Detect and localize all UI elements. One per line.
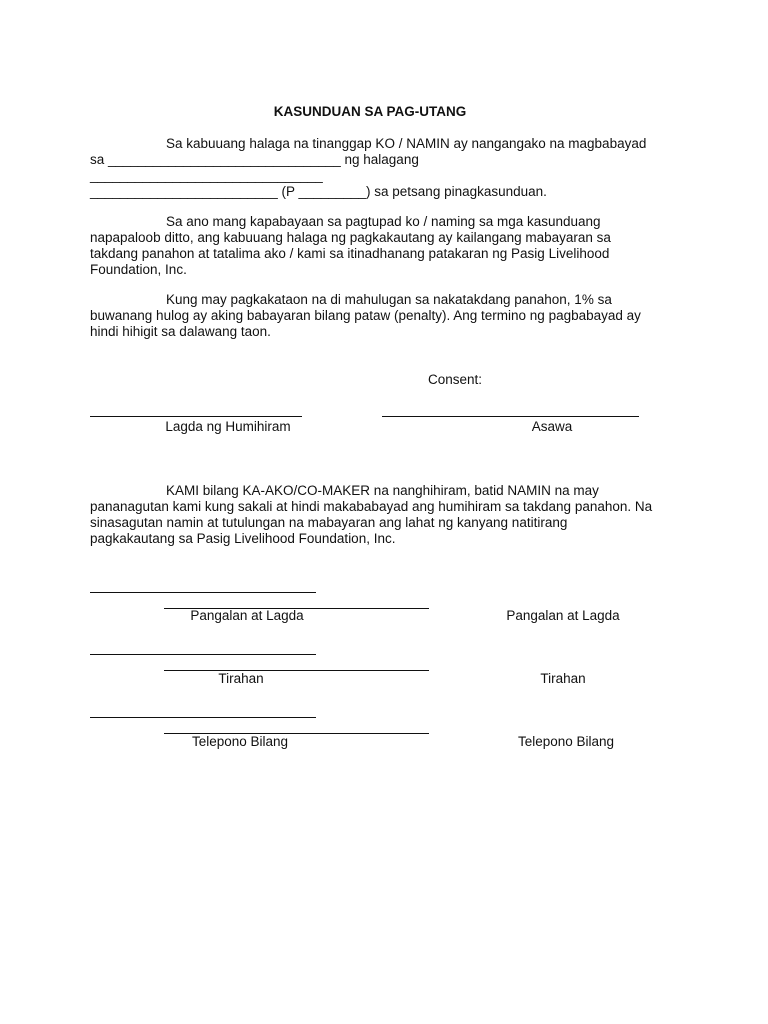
p1-line-2: sa _______________________________ ng halagang — [90, 152, 419, 167]
comaker-name-sign-label-right: Pangalan at Lagda — [506, 608, 620, 623]
p2-line-1: Sa ano mang kapabayaan sa pagtupad ko / naming sa mga kasunduang — [166, 214, 601, 229]
p1-line-1: Sa kabuuang halaga na tinanggap KO / NAMIN ay nangangako na magbabayad — [166, 136, 647, 151]
p4-line-4: pagkakautang sa Pasig Livelihood Foundation, Inc. — [90, 531, 396, 546]
p4-line-1: KAMI bilang KA-AKO/CO-MAKER na nanghihiram, batid NAMIN na may — [166, 483, 599, 498]
borrower-signature-label: Lagda ng Humihiram — [165, 419, 291, 434]
p3-line-3: hindi hihigit sa dalawang taon. — [90, 324, 271, 339]
comaker-address-label-left: Tirahan — [218, 671, 264, 686]
spouse-label: Asawa — [531, 419, 573, 434]
p2-line-4: Foundation, Inc. — [90, 262, 187, 277]
p1-line-4: _________________________ (P _________) sa petsang pinagkasunduan. — [90, 184, 547, 199]
p4-line-2: pananagutan kami kung sakali at hindi makababayad ang humihiram sa takdang panahon. Na — [90, 499, 653, 514]
comaker-name-sign-label-left: Pangalan at Lagda — [190, 608, 304, 623]
comaker-address-line-upper[interactable] — [90, 654, 316, 655]
p3-line-2: buwanang hulog ay aking babayaran bilang pataw (penalty). Ang termino ng pagbabayad ay — [90, 308, 641, 323]
p3-line-1: Kung may pagkakataon na di mahulugan sa nakatakdang panahon, 1% sa — [166, 292, 612, 307]
consent-label: Consent: — [428, 372, 483, 387]
borrower-signature-line[interactable] — [90, 416, 302, 417]
p2-line-3: takdang panahon at tatalima ako / kami sa itinadhanang patakaran ng Pasig Livelihood — [90, 246, 610, 261]
comaker-name-line-upper[interactable] — [90, 592, 316, 593]
p1-line-3: _______________________________ — [90, 168, 323, 183]
document-title: KASUNDUAN SA PAG-UTANG — [273, 104, 467, 119]
spouse-signature-line[interactable] — [382, 416, 639, 417]
comaker-address-label-right: Tirahan — [540, 671, 586, 686]
comaker-phone-label-left: Telepono Bilang — [191, 734, 289, 749]
p4-line-3: sinasagutan namin at tutulungan na mabayaran ang lahat ng kanyang natitirang — [90, 515, 568, 530]
comaker-phone-line-upper[interactable] — [90, 717, 316, 718]
comaker-phone-label-right: Telepono Bilang — [517, 734, 615, 749]
p2-line-2: napapaloob ditto, ang kabuuang halaga ng pagkakautang ay kailangang mabayaran sa — [90, 230, 611, 245]
